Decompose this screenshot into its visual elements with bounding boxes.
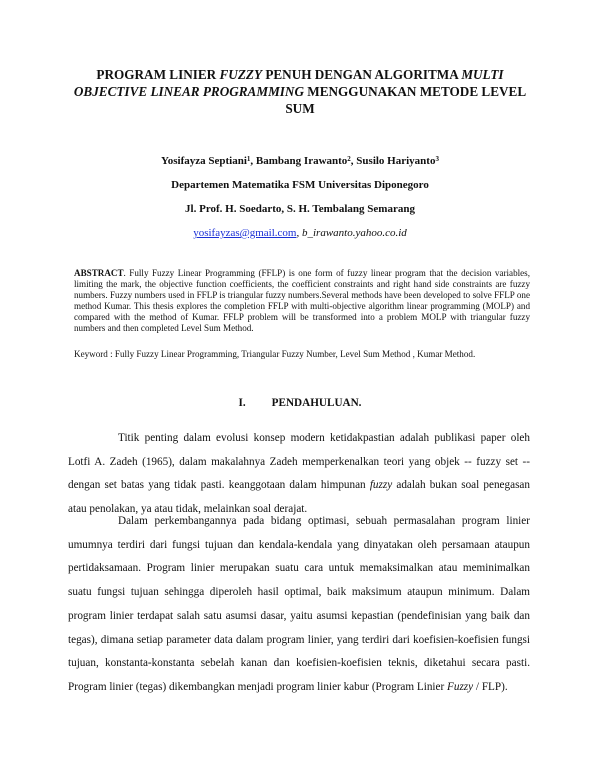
section-heading [60, 396, 540, 410]
affiliation-address: Jl. Prof. H. Soedarto, S. H. Tembalang Semarang [185, 203, 415, 215]
title-part1: PROGRAM LINIER [96, 67, 220, 82]
keywords: Keyword : Fully Fuzzy Linear Programming, Triangular Fuzzy Number, Level Sum Method , Kumar Method. [74, 349, 476, 359]
paragraph-1-fuzzy: fuzzy [369, 479, 393, 492]
title-multi: MULTI OBJECTIVE LINEAR PROGRAMMING [73, 67, 504, 99]
title-part3: MENGGUNAKAN METODE LEVEL SUM [285, 84, 527, 116]
author-2-sup: 2 [347, 155, 351, 163]
paragraph-2 [68, 510, 530, 700]
paragraph-2-text-b: / FLP). [473, 680, 508, 693]
abstract-text: . Fully Fuzzy Linear Programming (FFLP) is one form of fuzzy linear program that the decision variables, limiting the mark, the objective function coefficients, the coefficient constraints and right hand side constraints are fuzzy numbers. Fuzzy numbers used in FFLP is triangular fuzzy numbers.Several methods have been developed to solve FFLP one method Kumar. This thesis explores the completion FFLP with multi-objective algorithm linear programming (MOLP) and compared with the method of Kumar. FFLP problem will be transformed into a problem MOLP with triangular fuzzy numbers and then completed Level Sum Method. [74, 268, 530, 334]
email-2: b_irawanto.yahoo.co.id [301, 227, 407, 239]
author-1-sup: 1 [246, 155, 251, 163]
paper-title [60, 66, 540, 117]
email-link-1[interactable]: yosifayzas@gmail.com [193, 227, 297, 239]
paragraph-2-text-a: Dalam perkembangannya pada bidang optimasi, sebuah permasalahan program linier umumnya terdiri dari fungsi tujuan dan kendala-kendala yang dinyatakan oleh persamaan ataupun pertidaksamaan. Program linier merupakan suatu cara untuk memaksimalkan atau meminimalkan suatu fungsi tujuan sehingga diperoleh hasil optimal, baik maksimum ataupun minimum. Dalam program linier terdapat salah satu asumsi dasar, yaitu asumsi kepastian (pendefinisian yang baik dan tegas), dimana setiap parameter data dalam program linier, yang terdiri dari koefisien-koefisien fungsi tujuan, konstanta-konstanta sebelah kanan dan koefisien-koefisien teknis, diketahui secara pasti. Program linier (tegas) dikembangkan menjadi program linier kabur (Program Linier [68, 515, 530, 693]
abstract-label: ABSTRACT [74, 268, 124, 278]
author-3: Susilo Hariyanto [356, 155, 436, 167]
paragraph-1-text-b: adalah bukan soal penegasan atau penolakan, ya atau tidak, melainkan soal derajat. [68, 479, 530, 516]
email-separator: , [296, 227, 302, 239]
title-fuzzy: FUZZY [219, 67, 263, 82]
author-2: Bambang Irawanto [255, 155, 348, 167]
title-part2: PENUH DENGAN ALGORITMA [262, 67, 462, 82]
author-sep-1: , [250, 155, 256, 167]
section-title: PENDAHULUAN. [271, 397, 362, 409]
paragraph-2-fuzzy: Fuzzy [447, 680, 474, 693]
section-number: I. [238, 397, 246, 409]
email-line [60, 226, 540, 240]
author-1: Yosifayza Septiani [161, 155, 247, 167]
paragraph-1 [68, 427, 530, 522]
author-3-sup: 3 [435, 155, 439, 163]
abstract [74, 268, 530, 335]
author-list [60, 154, 540, 168]
paragraph-1-text-a: Titik penting dalam evolusi konsep modern ketidakpastian adalah publikasi paper oleh Lotfi A. Zadeh (1965), dalam makalahnya Zadeh memperkenalkan teori yang objek -- fuzzy set -- dengan set batas yang tidak pasti. keanggotaan dalam himpunan [68, 432, 530, 492]
author-sep-2: , [350, 155, 357, 167]
affiliation-department: Departemen Matematika FSM Universitas Diponegoro [171, 179, 429, 191]
